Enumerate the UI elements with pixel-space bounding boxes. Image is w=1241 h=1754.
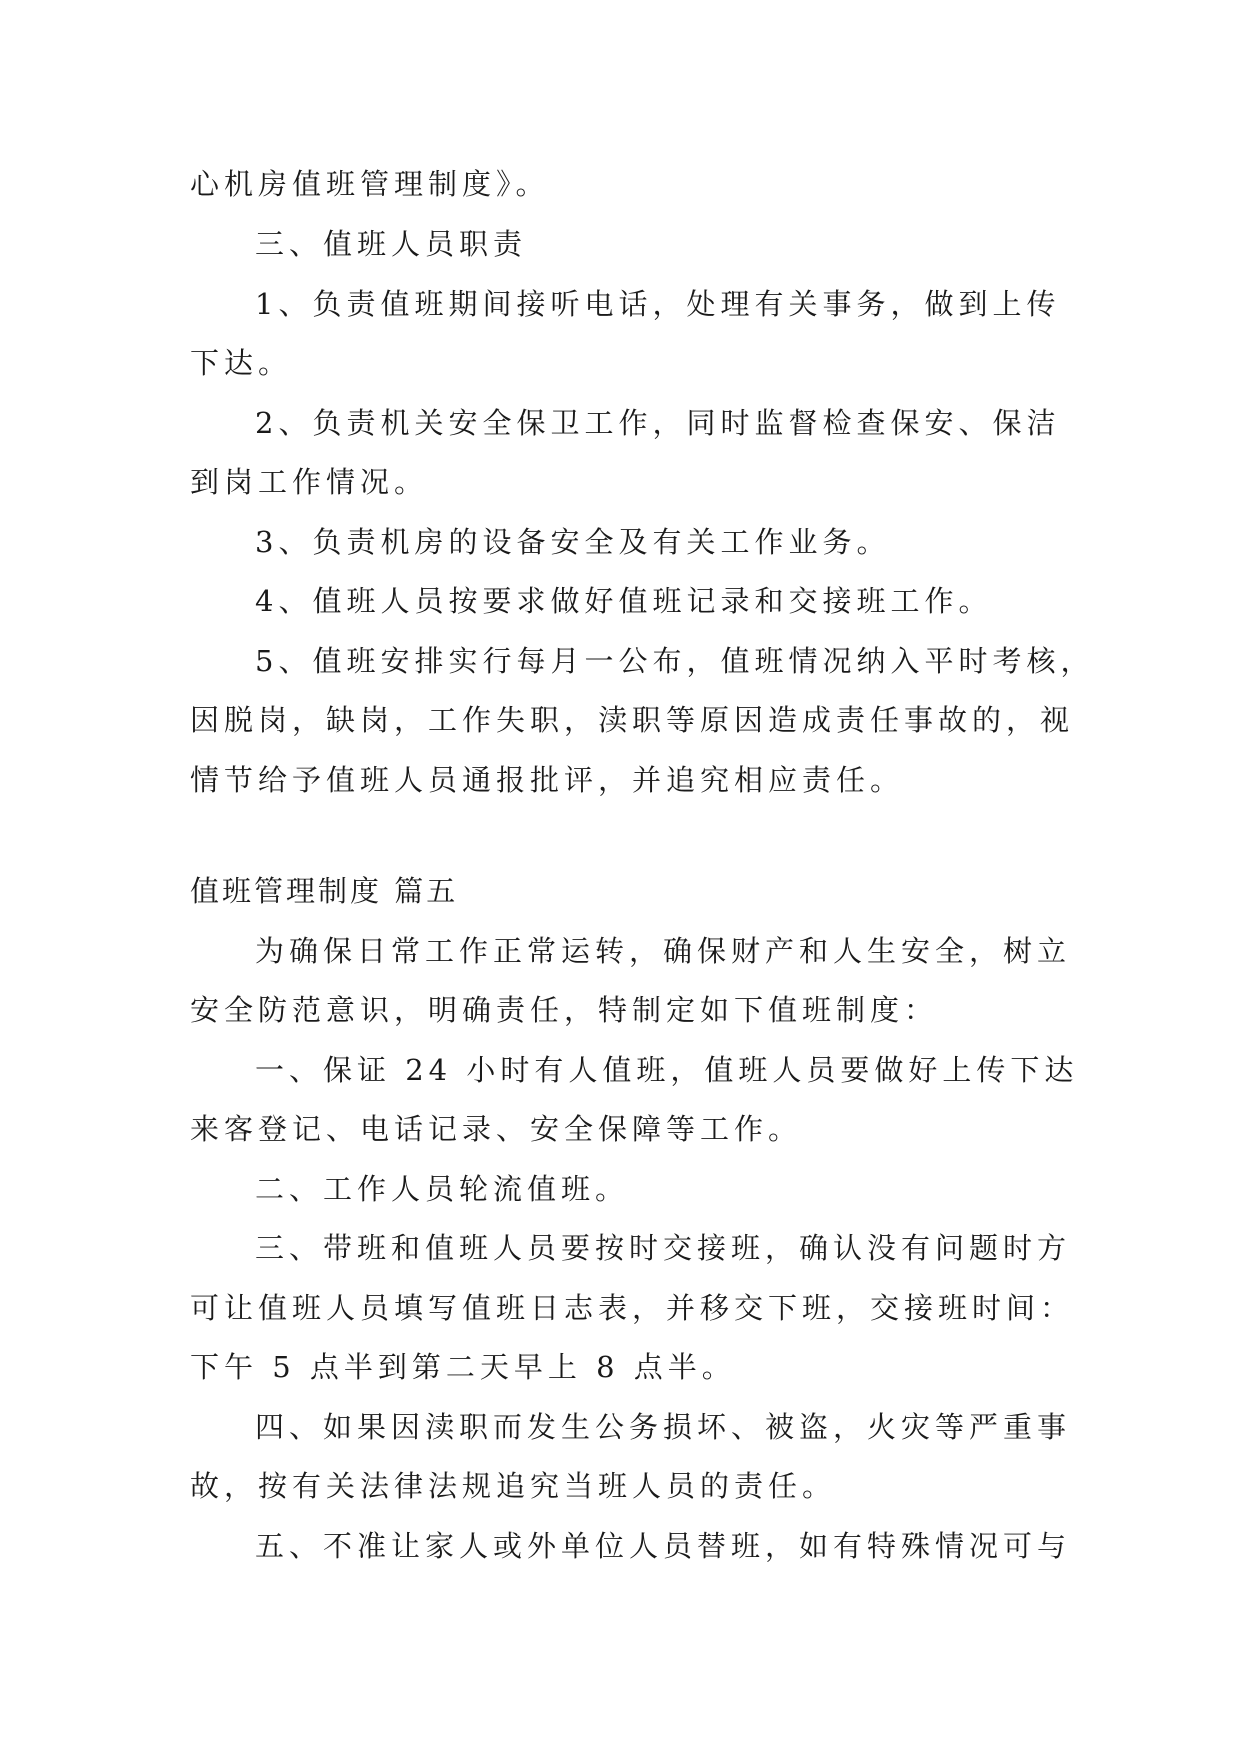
text-line: 心机房值班管理制度》。: [190, 167, 550, 201]
text-line: 1、负责值班期间接听电话，处理有关事务，做到上传: [255, 287, 1061, 321]
text-line: 情节给予值班人员通报批评，并追究相应责任。: [190, 763, 905, 797]
text-line: 到岗工作情况。: [190, 465, 429, 499]
text-line: 三、带班和值班人员要按时交接班，确认没有问题时方: [255, 1231, 1072, 1265]
section-heading: 值班管理制度 篇五: [190, 874, 459, 908]
text-line: 故，按有关法律法规追究当班人员的责任。: [190, 1469, 837, 1503]
text-line: 一、保证 24 小时有人值班，值班人员要做好上传下达: [255, 1053, 1079, 1087]
text-line: 下午 5 点半到第二天早上 8 点半。: [190, 1350, 736, 1384]
text-line: 来客登记、电话记录、安全保障等工作。: [190, 1112, 803, 1146]
text-line: 2、负责机关安全保卫工作，同时监督检查保安、保洁: [255, 406, 1061, 440]
text-line: 可让值班人员填写值班日志表，并移交下班，交接班时间：: [190, 1291, 1075, 1325]
text-line: 3、负责机房的设备安全及有关工作业务。: [255, 525, 891, 559]
text-line: 二、工作人员轮流值班。: [255, 1172, 630, 1206]
text-line: 为确保日常工作正常运转，确保财产和人生安全，树立: [255, 934, 1072, 968]
text-line: 安全防范意识，明确责任，特制定如下值班制度：: [190, 993, 939, 1027]
text-line: 下达。: [190, 346, 293, 380]
text-line: 因脱岗，缺岗，工作失职，渎职等原因造成责任事故的，视: [190, 703, 1075, 737]
text-line: 5、值班安排实行每月一公布，值班情况纳入平时考核，: [255, 644, 1095, 678]
text-line: 五、不准让家人或外单位人员替班，如有特殊情况可与: [255, 1529, 1072, 1563]
text-line: 4、值班人员按要求做好值班记录和交接班工作。: [255, 584, 993, 618]
section-subheading: 三、值班人员职责: [255, 227, 528, 261]
text-line: 四、如果因渎职而发生公务损坏、被盗，火灾等严重事: [255, 1410, 1072, 1444]
